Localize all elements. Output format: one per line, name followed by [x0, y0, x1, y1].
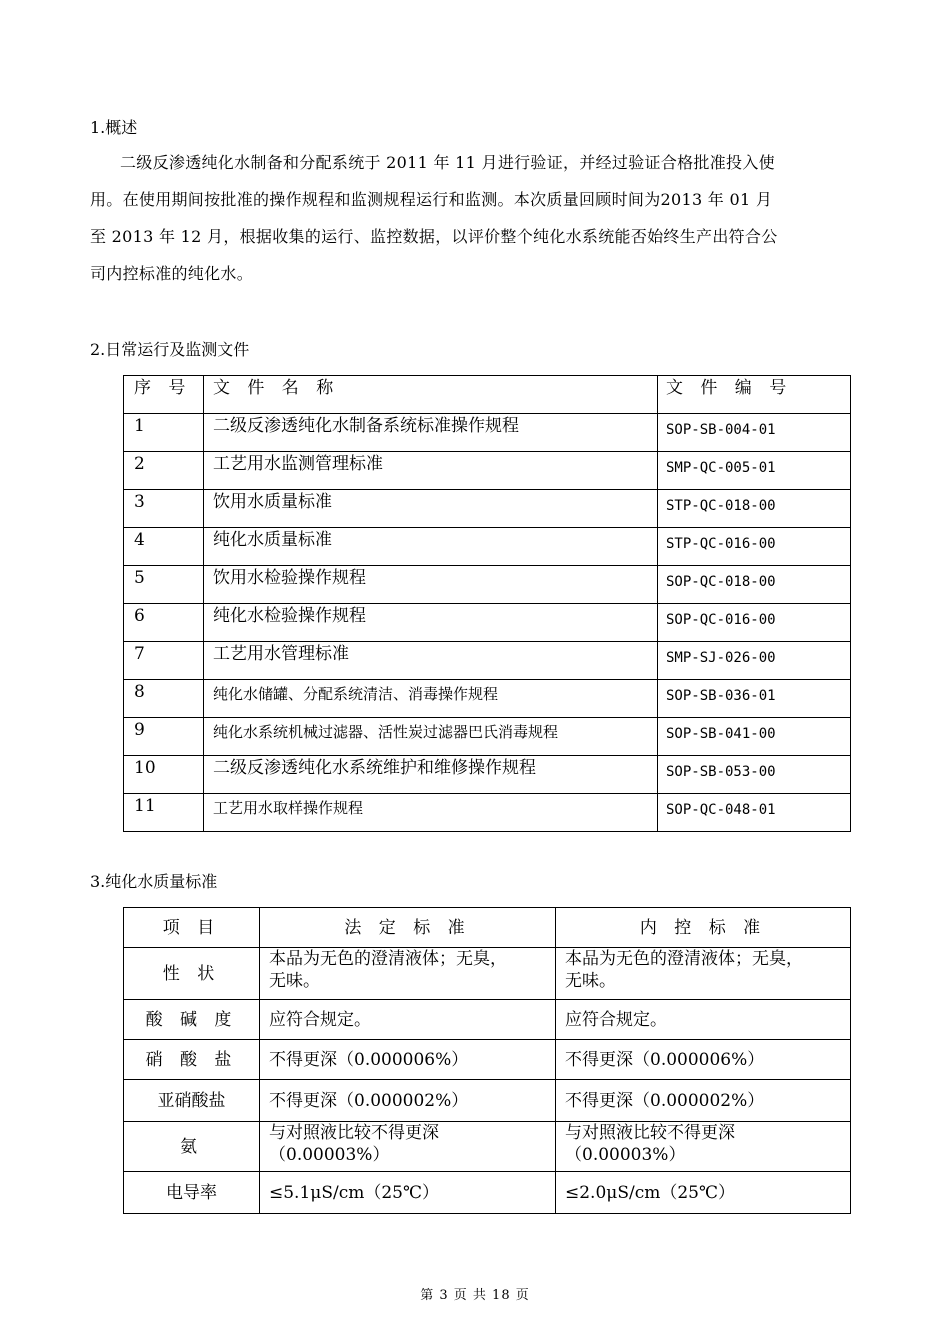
legal-cell: 不得更深（0.000006%）	[260, 1040, 556, 1080]
row-code: SOP-SB-036-01	[658, 680, 851, 718]
legal-cell: 应符合规定。	[260, 1000, 556, 1040]
table-row	[124, 756, 851, 794]
row-name: 二级反渗透纯化水系统维护和维修操作规程	[204, 756, 658, 794]
cell-line: 与对照液比较不得更深	[269, 1123, 439, 1143]
table-row	[124, 1122, 851, 1172]
row-no: 6	[124, 604, 204, 642]
row-code: STP-QC-018-00	[658, 490, 851, 528]
row-name: 工艺用水取样操作规程	[204, 794, 658, 832]
header-cell-internal: 内 控 标 准	[556, 908, 851, 948]
table-row	[124, 604, 851, 642]
row-code: SOP-SB-053-00	[658, 756, 851, 794]
row-code: SOP-QC-018-00	[658, 566, 851, 604]
row-no: 8	[124, 680, 204, 718]
row-name: 饮用水质量标准	[204, 490, 658, 528]
paragraph-line: 用。在使用期间按批准的操作规程和监测规程运行和监测。本次质量回顾时间为2013 年 01 月	[90, 190, 773, 209]
row-name: 纯化水储罐、分配系统清洁、消毒操作规程	[204, 680, 658, 718]
table-row	[124, 1000, 851, 1040]
internal-cell: 不得更深（0.000006%）	[556, 1040, 851, 1080]
item-cell: 硝 酸 盐	[124, 1040, 260, 1080]
header-cell-no: 序 号	[124, 376, 204, 414]
legal-cell: 不得更深（0.000002%）	[260, 1080, 556, 1122]
row-code: SOP-QC-016-00	[658, 604, 851, 642]
paragraph-line: 司内控标准的纯化水。	[90, 264, 254, 283]
cell-line: 无味。	[269, 971, 320, 991]
table-row	[124, 642, 851, 680]
table-row	[124, 452, 851, 490]
cell-line: （0.00003%）	[565, 1145, 686, 1165]
header-cell-name: 文 件 名 称	[204, 376, 658, 414]
row-name: 工艺用水监测管理标准	[204, 452, 658, 490]
item-cell: 电导率	[124, 1172, 260, 1214]
row-name: 饮用水检验操作规程	[204, 566, 658, 604]
item-cell: 氨	[124, 1122, 260, 1172]
row-name: 工艺用水管理标准	[204, 642, 658, 680]
row-name: 二级反渗透纯化水制备系统标准操作规程	[204, 414, 658, 452]
section-3-heading: 3.纯化水质量标准	[90, 872, 218, 891]
row-code: SOP-SB-041-00	[658, 718, 851, 756]
row-name: 纯化水检验操作规程	[204, 604, 658, 642]
cell-line: （0.00003%）	[269, 1145, 390, 1165]
table-row	[124, 490, 851, 528]
row-code: SMP-SJ-026-00	[658, 642, 851, 680]
table-row	[124, 680, 851, 718]
legal-cell	[260, 1122, 556, 1172]
item-cell: 亚硝酸盐	[124, 1080, 260, 1122]
cell-line: 与对照液比较不得更深	[565, 1123, 735, 1143]
documents-table	[123, 375, 851, 832]
paragraph-line: 二级反渗透纯化水制备和分配系统于 2011 年 11 月进行验证，并经过验证合格批准投入使	[120, 153, 775, 172]
section-1-heading: 1.概述	[90, 118, 138, 137]
cell-line: 无味。	[565, 971, 616, 991]
cell-line: 本品为无色的澄清液体；无臭，	[269, 949, 507, 969]
row-no: 1	[124, 414, 204, 452]
row-code: SOP-QC-048-01	[658, 794, 851, 832]
table-row	[124, 1172, 851, 1214]
table-row	[124, 794, 851, 832]
table-row	[124, 414, 851, 452]
table-row	[124, 948, 851, 1000]
row-no: 2	[124, 452, 204, 490]
header-cell-legal: 法 定 标 准	[260, 908, 556, 948]
table-row	[124, 1040, 851, 1080]
row-no: 11	[124, 794, 204, 832]
legal-cell: ≤5.1μS/cm（25℃）	[260, 1172, 556, 1214]
row-no: 5	[124, 566, 204, 604]
row-name: 纯化水质量标准	[204, 528, 658, 566]
internal-cell	[556, 1122, 851, 1172]
internal-cell: 不得更深（0.000002%）	[556, 1080, 851, 1122]
internal-cell	[556, 948, 851, 1000]
section-1-paragraph	[90, 153, 895, 301]
row-code: STP-QC-016-00	[658, 528, 851, 566]
internal-cell: ≤2.0μS/cm（25℃）	[556, 1172, 851, 1214]
row-no: 4	[124, 528, 204, 566]
item-cell: 酸 碱 度	[124, 1000, 260, 1040]
table-header-row	[124, 908, 851, 948]
internal-cell: 应符合规定。	[556, 1000, 851, 1040]
legal-cell	[260, 948, 556, 1000]
row-no: 10	[124, 756, 204, 794]
page-footer: 第 3 页 共 18 页	[420, 1288, 530, 1303]
header-cell-item: 项 目	[124, 908, 260, 948]
quality-standard-table	[123, 907, 851, 1214]
header-cell-code: 文 件 编 号	[658, 376, 851, 414]
table-row	[124, 718, 851, 756]
table-row	[124, 1080, 851, 1122]
table-header-row	[124, 376, 851, 414]
row-no: 3	[124, 490, 204, 528]
item-cell: 性 状	[124, 948, 260, 1000]
table-row	[124, 566, 851, 604]
row-name: 纯化水系统机械过滤器、活性炭过滤器巴氏消毒规程	[204, 718, 658, 756]
row-code: SMP-QC-005-01	[658, 452, 851, 490]
row-no: 9	[124, 718, 204, 756]
table-row	[124, 528, 851, 566]
row-no: 7	[124, 642, 204, 680]
cell-line: 本品为无色的澄清液体；无臭，	[565, 949, 803, 969]
paragraph-line: 至 2013 年 12 月，根据收集的运行、监控数据，以评价整个纯化水系统能否始终生产出符合公	[90, 227, 778, 246]
section-2-heading: 2.日常运行及监测文件	[90, 340, 250, 359]
row-code: SOP-SB-004-01	[658, 414, 851, 452]
